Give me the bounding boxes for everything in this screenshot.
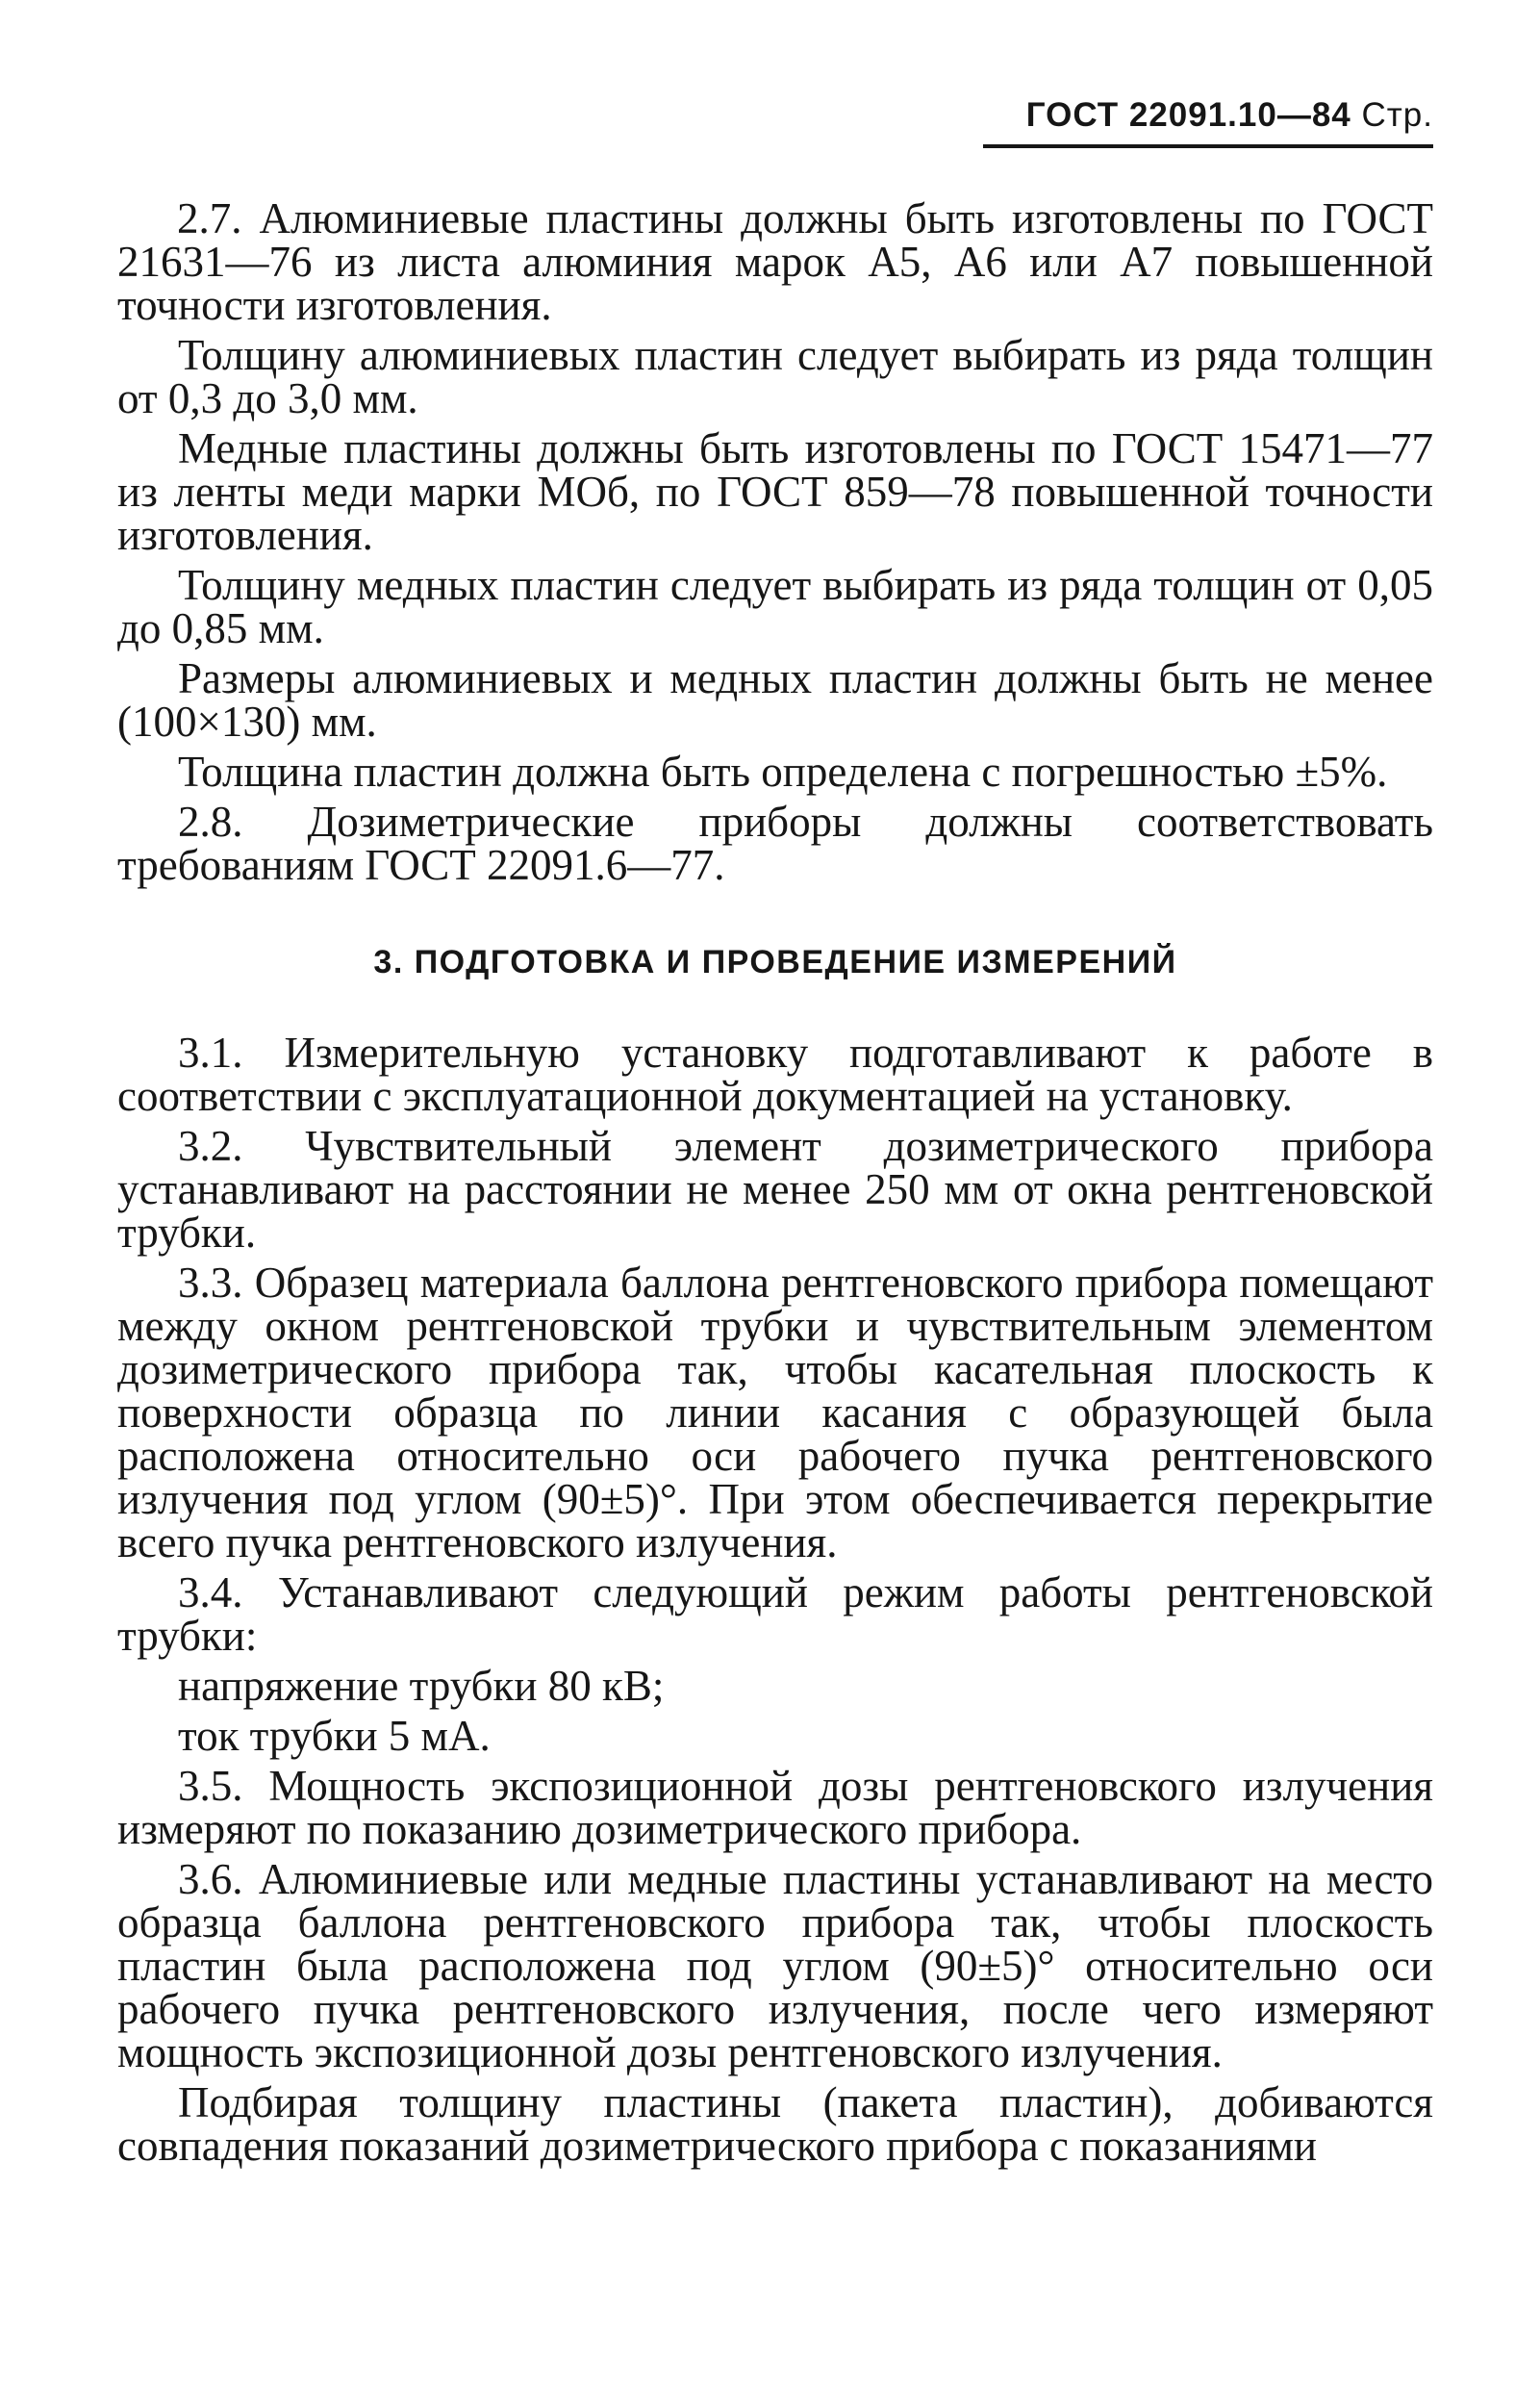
- header-rule: [983, 144, 1433, 148]
- clause-2-7: 2.7. Алюминиевые пластины должны быть изготовлены по ГОСТ 21631—76 из листа алюминия марок А5, А6 или А7 повышенной точности изготовления.: [117, 194, 1433, 329]
- clause-3-3: 3.3. Образец материала баллона рентгеновского прибора помещают между окном рентгеновской трубки и чувствительным элементом дозиметрического прибора так, чтобы касательная плоскость к поверхности образца по линии касания с образующей была расположена относительно оси рабочего пучка рентгеновского излучения под углом (90±5)°. При этом обеспечивается перекрытие всего пучка рентгеновского излучения.: [117, 1259, 1433, 1566]
- mode-voltage: напряжение трубки 80 кВ;: [178, 1662, 665, 1710]
- standard-number: ГОСТ 22091.10—84: [1025, 96, 1351, 134]
- page-label: Стр.: [1361, 96, 1433, 134]
- page-header: [991, 96, 1433, 135]
- section-heading: 3. ПОДГОТОВКА И ПРОВЕДЕНИЕ ИЗМЕРЕНИЙ: [373, 944, 1177, 980]
- paragraph-aluminium-thickness: Толщину алюминиевых пластин следует выбирать из ряда толщин от 0,3 до 3,0 мм.: [117, 331, 1433, 422]
- clause-3-2: 3.2. Чувствительный элемент дозиметрического прибора устанавливают на расстоянии не менее 250 мм от окна рентгеновской трубки.: [117, 1122, 1433, 1257]
- clause-3-1: 3.1. Измерительную установку подготавливают к работе в соответствии с эксплуатационной документацией на установку.: [117, 1029, 1433, 1120]
- document-body: [117, 194, 1433, 2175]
- clause-3-5: 3.5. Мощность экспозиционной дозы рентгеновского излучения измеряют по показанию дозиметрического прибора.: [117, 1762, 1433, 1853]
- paragraph-thickness-tolerance: Толщина пластин должна быть определена с погрешностью ±5%.: [178, 748, 1388, 796]
- paragraph-copper-thickness: Толщину медных пластин следует выбирать из ряда толщин от 0,05 до 0,85 мм.: [117, 561, 1433, 652]
- mode-current: ток трубки 5 мА.: [178, 1712, 491, 1760]
- clause-2-8: 2.8. Дозиметрические приборы должны соответствовать требованиям ГОСТ 22091.6—77.: [117, 798, 1433, 889]
- clause-3-6: 3.6. Алюминиевые или медные пластины устанавливают на место образца баллона рентгеновского прибора так, чтобы плоскость пластин была расположена под углом (90±5)° относительно оси рабочего пучка рентгеновского излучения, после чего измеряют мощность экспозиционной дозы рентгеновского излучения.: [117, 1855, 1433, 2076]
- paragraph-copper-plates: Медные пластины должны быть изготовлены по ГОСТ 15471—77 из ленты меди марки МОб, по ГОСТ 859—78 повышенной точности изготовления.: [117, 424, 1433, 559]
- paragraph-plate-sizes: Размеры алюминиевых и медных пластин должны быть не менее (100×130) мм.: [117, 654, 1433, 746]
- paragraph-plate-selection: Подбирая толщину пластины (пакета пластин), добиваются совпадения показаний дозиметрического прибора с показаниями: [117, 2078, 1433, 2170]
- clause-3-4: 3.4. Устанавливают следующий режим работы рентгеновской трубки:: [117, 1568, 1433, 1660]
